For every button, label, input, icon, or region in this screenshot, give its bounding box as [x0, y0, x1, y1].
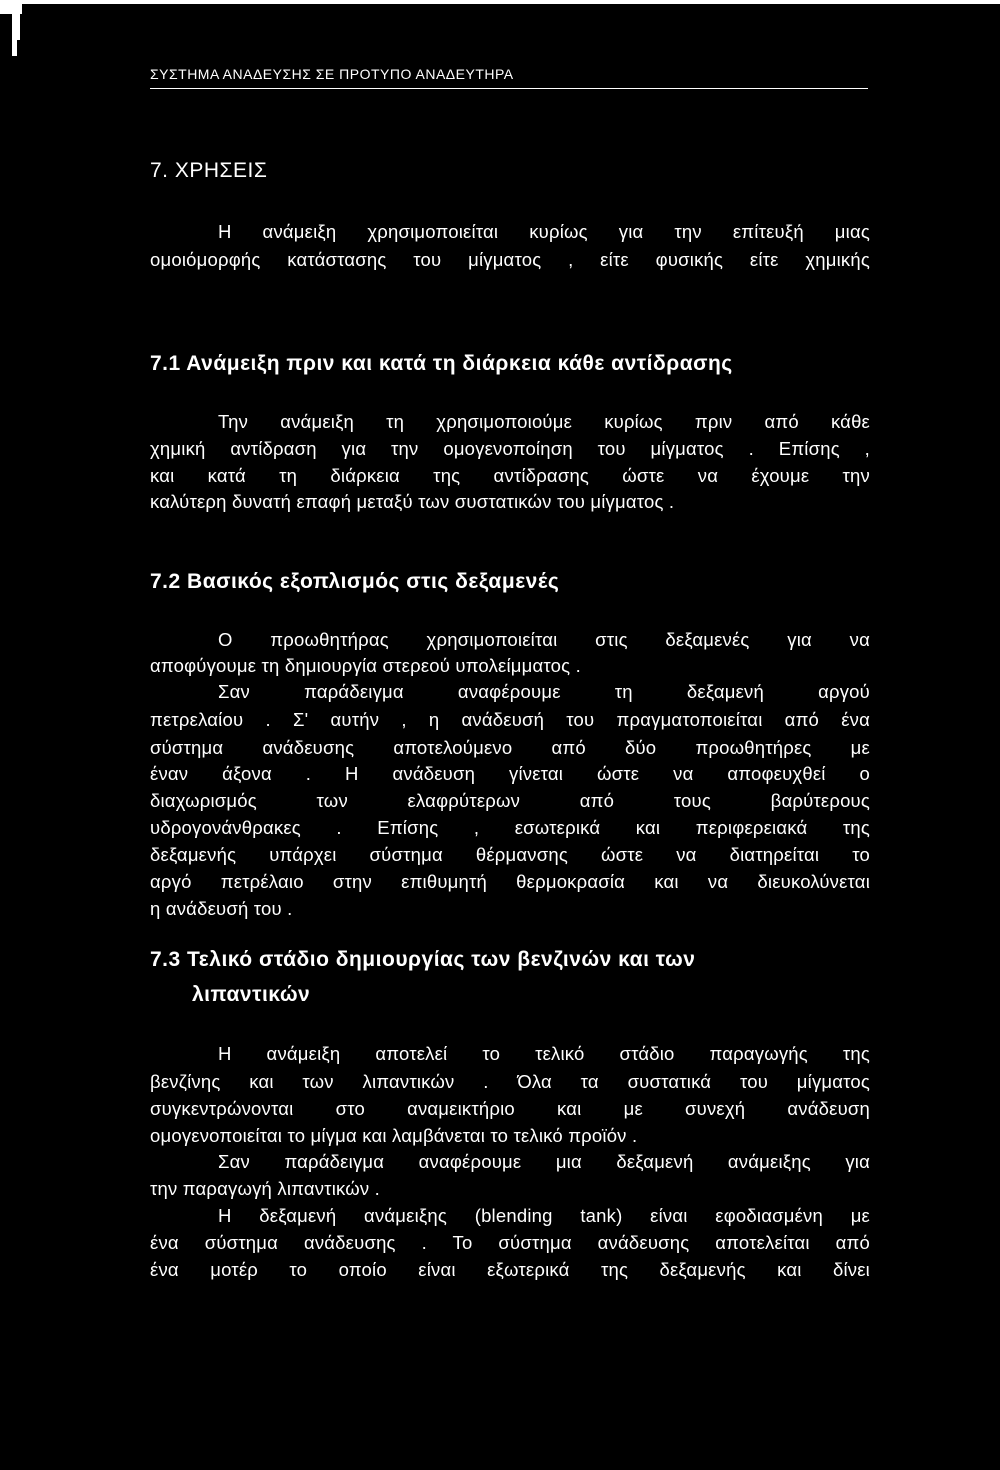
header-rule: [150, 88, 868, 89]
paragraph-line: διαχωρισμός των ελαφρύτερων από τους βαρύτερους: [150, 790, 870, 811]
paragraph-line: Η ανάμειξη αποτελεί το τελικό στάδιο παραγωγής της: [218, 1043, 870, 1064]
paragraph-line: έναν άξονα . Η ανάδευση γίνεται ώστε να αποφευχθεί ο: [150, 763, 870, 784]
paragraph-line: η ανάδευσή του .: [150, 898, 293, 919]
running-header: ΣΥΣΤΗΜΑ ΑΝΑΔΕΥΣΗΣ ΣΕ ΠΡΟΤΥΠΟ ΑΝΑΔΕΥΤΗΡΑ: [150, 66, 514, 82]
subsection-title-7-3-cont: λιπαντικών: [192, 983, 311, 1006]
paragraph-line: ομοιόμορφής κατάστασης του μίγματος , είτε φυσικής είτε χημικής: [150, 249, 870, 270]
section-title: 7. ΧΡΗΣΕΙΣ: [150, 159, 268, 182]
paragraph-line: και κατά τη διάρκεια της αντίδρασης ώστε να έχουμε την: [150, 465, 870, 486]
paragraph-line: υδρογονάνθρακες . Επίσης , εσωτερικά και περιφερειακά της: [150, 817, 870, 838]
paragraph-line: Σαν παράδειγμα αναφέρουμε μια δεξαμενή ανάμειξης για: [218, 1151, 870, 1172]
paragraph-line: βενζίνης και των λιπαντικών . Όλα τα συστατικά του μίγματος: [150, 1071, 870, 1092]
paragraph-line: Σαν παράδειγμα αναφέρουμε τη δεξαμενή αργού: [218, 681, 870, 702]
paragraph-line: δεξαμενής υπάρχει σύστημα θέρμανσης ώστε να διατηρείται το: [150, 844, 870, 865]
scan-artifact: [16, 0, 20, 40]
paragraph-line: πετρελαίου . Σ' αυτήν , η ανάδευσή του πραγματοποιείται από ένα: [150, 709, 870, 730]
paragraph-line: καλύτερη δυνατή επαφή μεταξύ των συστατικών του μίγματος .: [150, 491, 675, 512]
subsection-title-7-2: 7.2 Βασικός εξοπλισμός στις δεξαμενές: [150, 570, 560, 593]
paragraph-line: Η δεξαμενή ανάμειξης (blending tank) είναι εφοδιασμένη με: [218, 1205, 870, 1226]
subsection-title-7-1: 7.1 Ανάμειξη πριν και κατά τη διάρκεια κάθε αντίδρασης: [150, 352, 733, 375]
paragraph-line: χημική αντίδραση για την ομογενοποίηση του μίγματος . Επίσης ,: [150, 438, 870, 459]
paragraph-line: την παραγωγή λιπαντικών .: [150, 1178, 380, 1199]
scan-edge-top: [0, 0, 1000, 4]
paragraph-line: Την ανάμειξη τη χρησιμοποιούμε κυρίως πριν από κάθε: [218, 411, 870, 432]
paragraph-line: αργό πετρέλαιο στην επιθυμητή θερμοκρασία και να διευκολύνεται: [150, 871, 870, 892]
paragraph-line: ομογενοποιείται το μίγμα και λαμβάνεται το τελικό προϊόν .: [150, 1125, 638, 1146]
paragraph-line: Ο προωθητήρας χρησιμοποιείται στις δεξαμενές για να: [218, 629, 870, 650]
paragraph-line: αποφύγουμε τη δημιουργία στερεού υπολείμματος .: [150, 655, 581, 676]
paragraph-line: ένα σύστημα ανάδευσης . Το σύστημα ανάδευσης αποτελείται από: [150, 1232, 870, 1253]
paragraph-line: ένα μοτέρ το οποίο είναι εξωτερικά της δεξαμενής και δίνει: [150, 1259, 870, 1280]
paragraph-line: συγκεντρώνονται στο αναμεικτήριο και με συνεχή ανάδευση: [150, 1098, 870, 1119]
paragraph-line: σύστημα ανάδευσης αποτελούμενο από δύο προωθητήρες με: [150, 737, 870, 758]
subsection-title-7-3: 7.3 Τελικό στάδιο δημιουργίας των βενζινών και των: [150, 948, 696, 971]
paragraph-line: Η ανάμειξη χρησιμοποιείται κυρίως για την επίτευξή μιας: [218, 221, 870, 242]
